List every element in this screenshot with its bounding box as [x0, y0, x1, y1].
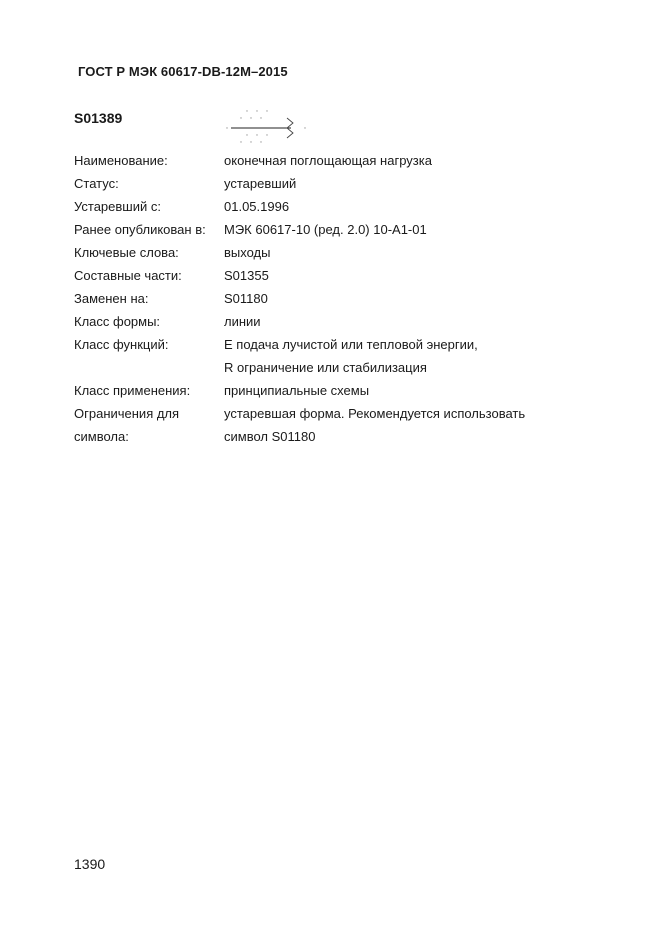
property-row [74, 149, 574, 172]
property-value: S01180 [224, 291, 268, 306]
property-label: Ранее опубликован в: [74, 222, 206, 237]
property-value: 01.05.1996 [224, 199, 290, 214]
property-row [74, 425, 574, 448]
property-value: Е подача лучистой или тепловой энергии, [224, 337, 478, 352]
property-label [74, 356, 224, 379]
property-row [74, 333, 574, 356]
property-row [74, 172, 574, 195]
property-label: Класс формы: [74, 314, 161, 329]
property-row [74, 356, 574, 379]
property-value: S01355 [224, 268, 269, 283]
property-row [74, 310, 574, 333]
property-value: символ S01180 [224, 429, 316, 444]
property-label: Заменен на: [74, 291, 149, 306]
property-label: Наименование: [74, 153, 168, 168]
property-value: выходы [224, 245, 271, 260]
property-label: Статус: [74, 176, 119, 191]
property-value: устаревший [224, 176, 297, 191]
page-number: 1390 [74, 856, 106, 872]
absorbing-load-symbol [225, 104, 315, 148]
property-label: Устаревший с: [74, 199, 161, 214]
property-label: Класс применения: [74, 383, 191, 398]
property-value: оконечная поглощающая нагрузка [224, 153, 432, 168]
property-value: МЭК 60617-10 (ред. 2.0) 10-А1-01 [224, 222, 427, 237]
property-value: устаревшая форма. Рекомендуется использовать [224, 406, 526, 421]
property-row [74, 264, 574, 287]
page-header: ГОСТ Р МЭК 60617-DB-12M–2015 [78, 64, 288, 79]
property-row [74, 218, 574, 241]
properties-table [74, 149, 574, 448]
property-row [74, 402, 574, 425]
property-label: Ограничения для [74, 406, 180, 421]
property-value: линии [224, 314, 261, 329]
property-row [74, 379, 574, 402]
property-row [74, 241, 574, 264]
property-label: символа: [74, 429, 129, 444]
property-label: Составные части: [74, 268, 182, 283]
property-label: Класс функций: [74, 337, 169, 352]
property-label: Ключевые слова: [74, 245, 179, 260]
symbol-code: S01389 [74, 110, 123, 126]
property-value: R ограничение или стабилизация [224, 360, 427, 375]
property-value: принципиальные схемы [224, 383, 370, 398]
property-row [74, 195, 574, 218]
property-row [74, 287, 574, 310]
